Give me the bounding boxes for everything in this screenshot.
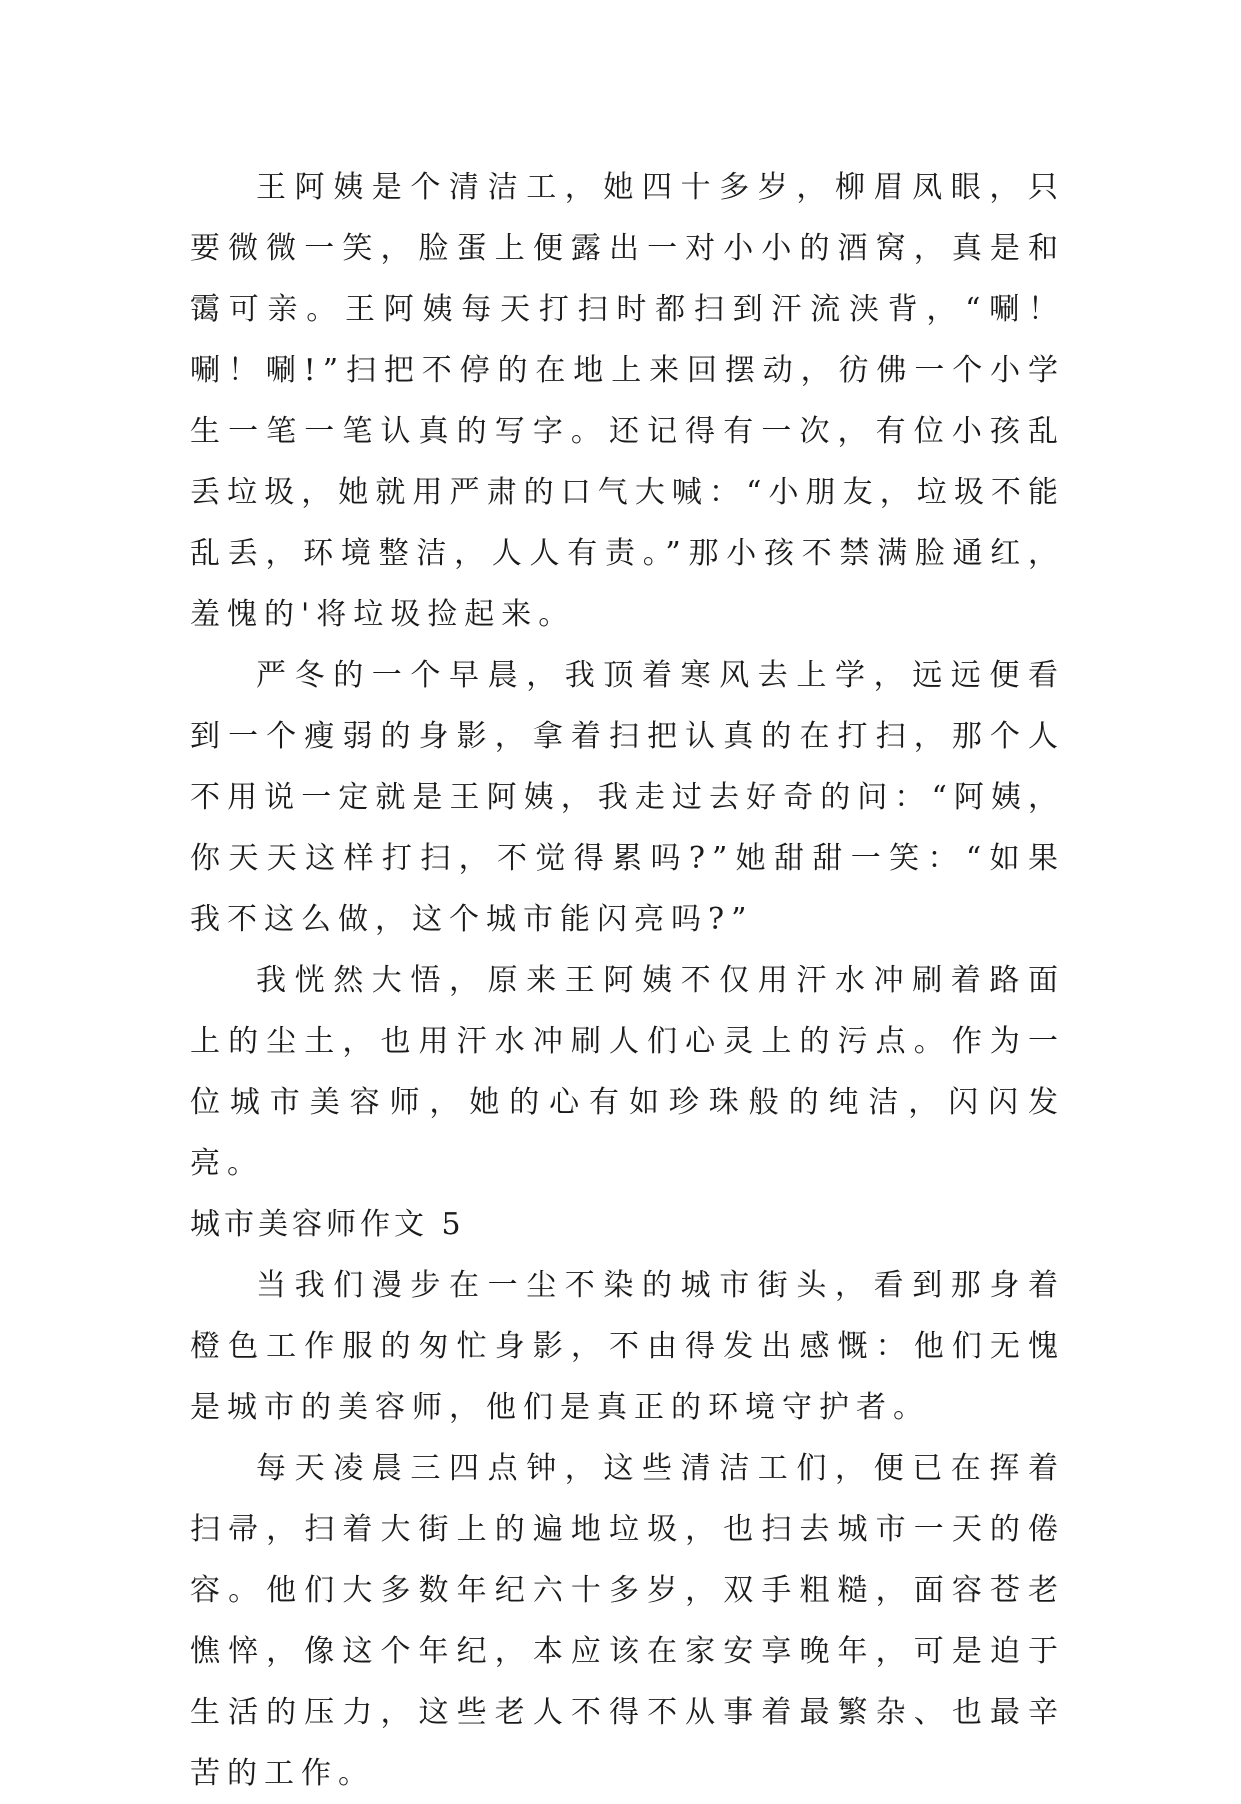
paragraph: 严冬的一个早晨，我顶着寒风去上学，远远便看到一个瘦弱的身影，拿着扫把认真的在打扫，那个人不用说一定就是王阿姨，我走过去好奇的问：“阿姨，你天天这样打扫，不觉得累吗?”她甜甜一笑：“如果我不这么做，这个城市能闪亮吗?” [190,658,1065,937]
paragraph: 当我们漫步在一尘不染的城市街头，看到那身着橙色工作服的匆忙身影，不由得发出感慨：他们无愧是城市的美容师，他们是真正的环境守护者。 [190,1268,1065,1425]
paragraph: 每天凌晨三四点钟，这些清洁工们，便已在挥着扫帚，扫着大街上的遍地垃圾，也扫去城市一天的倦容。他们大多数年纪六十多岁，双手粗糙，面容苍老憔悴，像这个年纪，本应该在家安享晚年，可是迫于生活的压力，这些老人不得不从事着最繁杂、也最辛苦的工作。 [190,1451,1065,1791]
section-heading: 城市美容师作文 5 [190,1207,465,1242]
paragraph: 我恍然大悟，原来王阿姨不仅用汗水冲刷着路面上的尘土，也用汗水冲刷人们心灵上的污点。作为一位城市美容师，她的心有如珍珠般的纯洁，闪闪发亮。 [190,963,1065,1181]
paragraph: 王阿姨是个清洁工，她四十多岁，柳眉凤眼，只要微微一笑，脸蛋上便露出一对小小的酒窝，真是和霭可亲。王阿姨每天打扫时都扫到汗流浃背，“唰！唰！唰!”扫把不停的在地上来回摆动，彷佛一个小学生一笔一笔认真的写字。还记得有一次，有位小孩乱丢垃圾，她就用严肃的口气大喊：“小朋友，垃圾不能乱丢，环境整洁，人人有责。”那小孩不禁满脸通红，羞愧的'将垃圾捡起来。 [190,170,1065,632]
document-body [190,157,1065,1804]
